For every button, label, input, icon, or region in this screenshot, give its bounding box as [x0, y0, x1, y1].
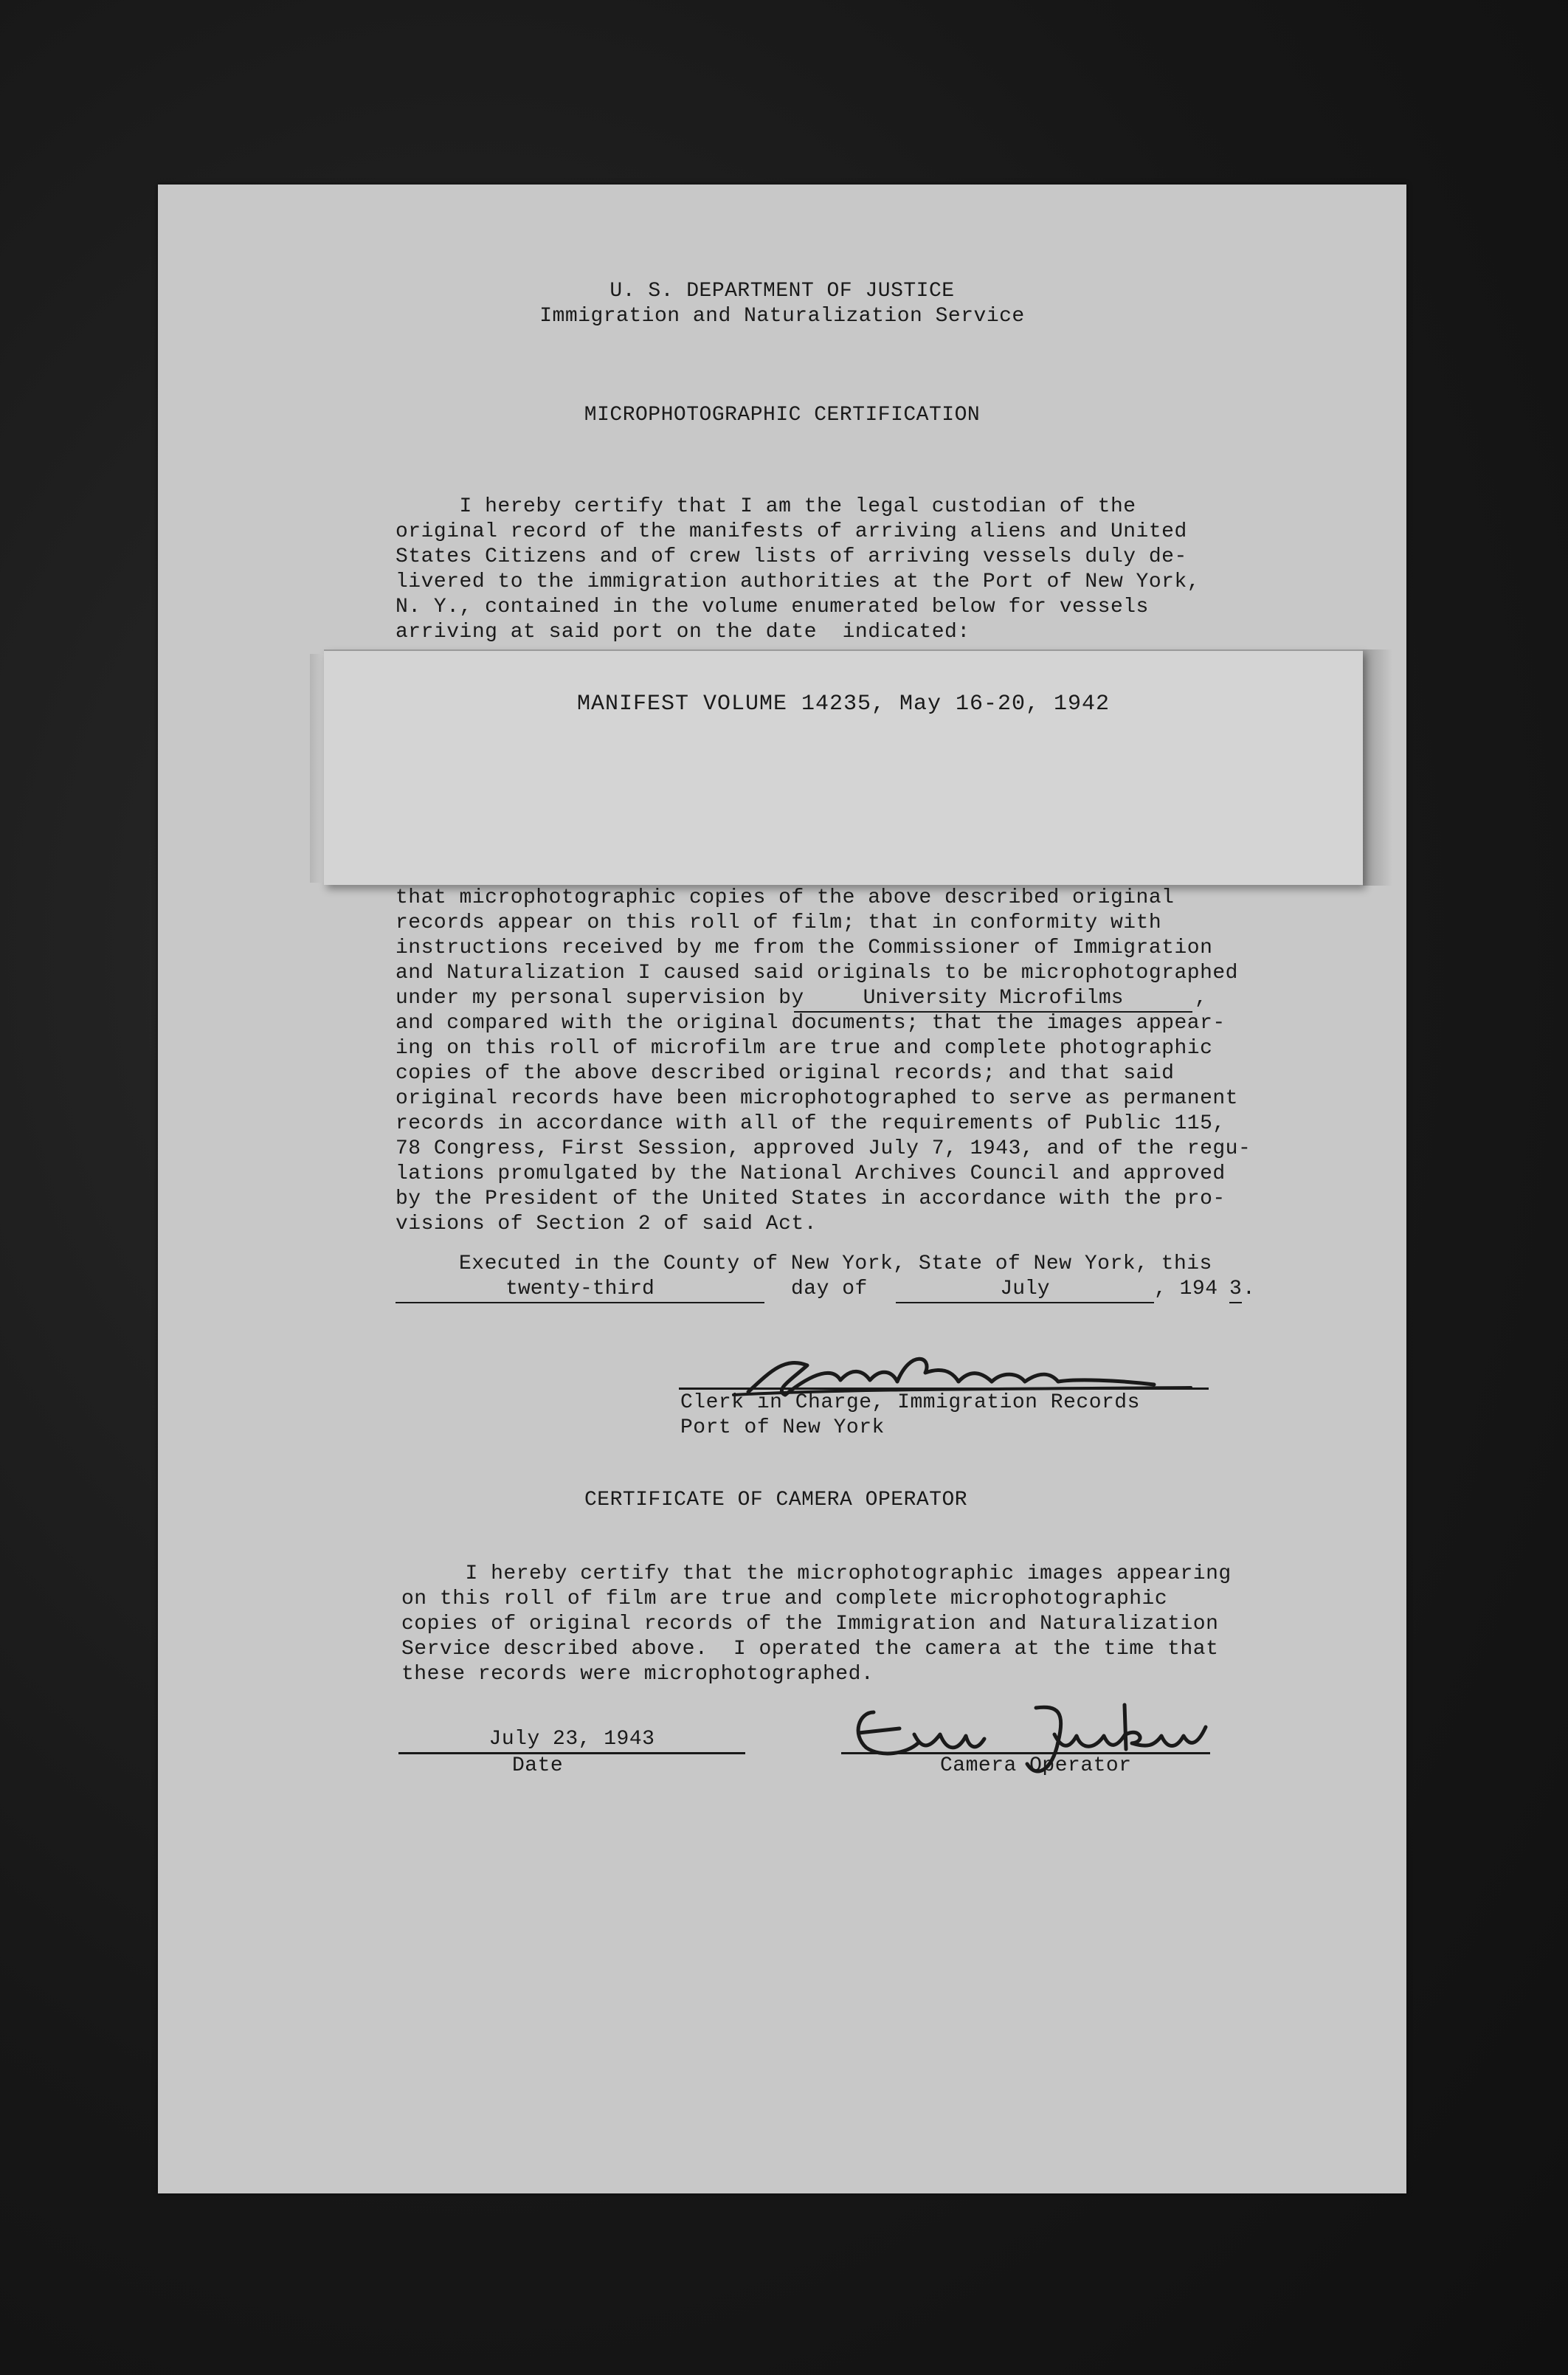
camera-section-title: CERTIFICATE OF CAMERA OPERATOR [584, 1489, 968, 1511]
camera-line: copies of original records of the Immigration and Naturalization [401, 1613, 1219, 1635]
body-line: under my personal supervision by [396, 987, 804, 1010]
date-label: Date [512, 1754, 564, 1777]
body-line: original records have been microphotographed to serve as permanent [396, 1087, 1238, 1110]
clerk-signature-line [679, 1388, 1209, 1390]
camera-date-value: July 23, 1943 [488, 1728, 655, 1751]
year-prefix: , 194 [1154, 1278, 1218, 1300]
executed-month-field: July [896, 1277, 1154, 1303]
body-line: by the President of the United States in accordance with the pro- [396, 1188, 1226, 1210]
body-line: that microphotographic copies of the above described original [396, 886, 1175, 909]
volume-slip [324, 649, 1363, 885]
body-line: copies of the above described original records; and that said [396, 1062, 1175, 1085]
executed-line: Executed in the County of New York, State of New York, this [459, 1252, 1212, 1275]
executed-day-field: twenty-third [396, 1277, 764, 1303]
intro-line: States Citizens and of crew lists of arriving vessels duly de- [396, 545, 1187, 568]
date-line [398, 1752, 745, 1754]
year-suffix: 3 [1229, 1277, 1242, 1303]
body-line: and compared with the original documents; that the images appear- [396, 1012, 1226, 1035]
clerk-title: Clerk in Charge, Immigration Records [680, 1391, 1140, 1414]
intro-line: I hereby certify that I am the legal custodian of the [396, 495, 1136, 518]
camera-line: these records were microphotographed. [401, 1663, 874, 1686]
body-line: records in accordance with all of the requirements of Public 115, [396, 1112, 1226, 1135]
body-line: records appear on this roll of film; that in conformity with [396, 911, 1162, 934]
body-line: and Naturalization I caused said originals to be microphotographed [396, 962, 1238, 985]
department-heading: U. S. DEPARTMENT OF JUSTICE [609, 280, 955, 303]
year-period: . [1243, 1278, 1256, 1300]
camera-line: Service described above. I operated the camera at the time that [401, 1638, 1219, 1661]
intro-line: N. Y., contained in the volume enumerated below for vessels [396, 596, 1149, 618]
operator-label: Camera Operator [940, 1754, 1132, 1777]
certificate-page [158, 185, 1406, 2193]
certification-title: MICROPHOTOGRAPHIC CERTIFICATION [584, 404, 981, 427]
supervisor-field: University Microfilms [794, 986, 1192, 1013]
intro-line: arriving at said port on the date indicated: [396, 621, 970, 644]
clerk-location: Port of New York [680, 1416, 885, 1439]
service-heading: Immigration and Naturalization Service [539, 305, 1025, 328]
body-line: 78 Congress, First Session, approved July 7, 1943, and of the regu- [396, 1137, 1251, 1160]
camera-line: I hereby certify that the microphotographic images appearing [401, 1562, 1232, 1585]
volume-slip-text: MANIFEST VOLUME 14235, May 16-20, 1942 [576, 692, 1111, 717]
camera-line: on this roll of film are true and complete microphotographic [401, 1588, 1168, 1610]
body-line: instructions received by me from the Commissioner of Immigration [396, 937, 1213, 959]
day-of-label: day of [791, 1278, 868, 1300]
intro-line: livered to the immigration authorities at the Port of New York, [396, 571, 1201, 593]
body-line: ing on this roll of microfilm are true and complete photographic [396, 1037, 1213, 1060]
body-line: lations promulgated by the National Archives Council and approved [396, 1162, 1226, 1185]
body-comma: , [1195, 987, 1208, 1010]
body-line: visions of Section 2 of said Act. [396, 1213, 817, 1235]
intro-line: original record of the manifests of arriving aliens and United [396, 520, 1187, 543]
slip-curl [1363, 649, 1392, 886]
